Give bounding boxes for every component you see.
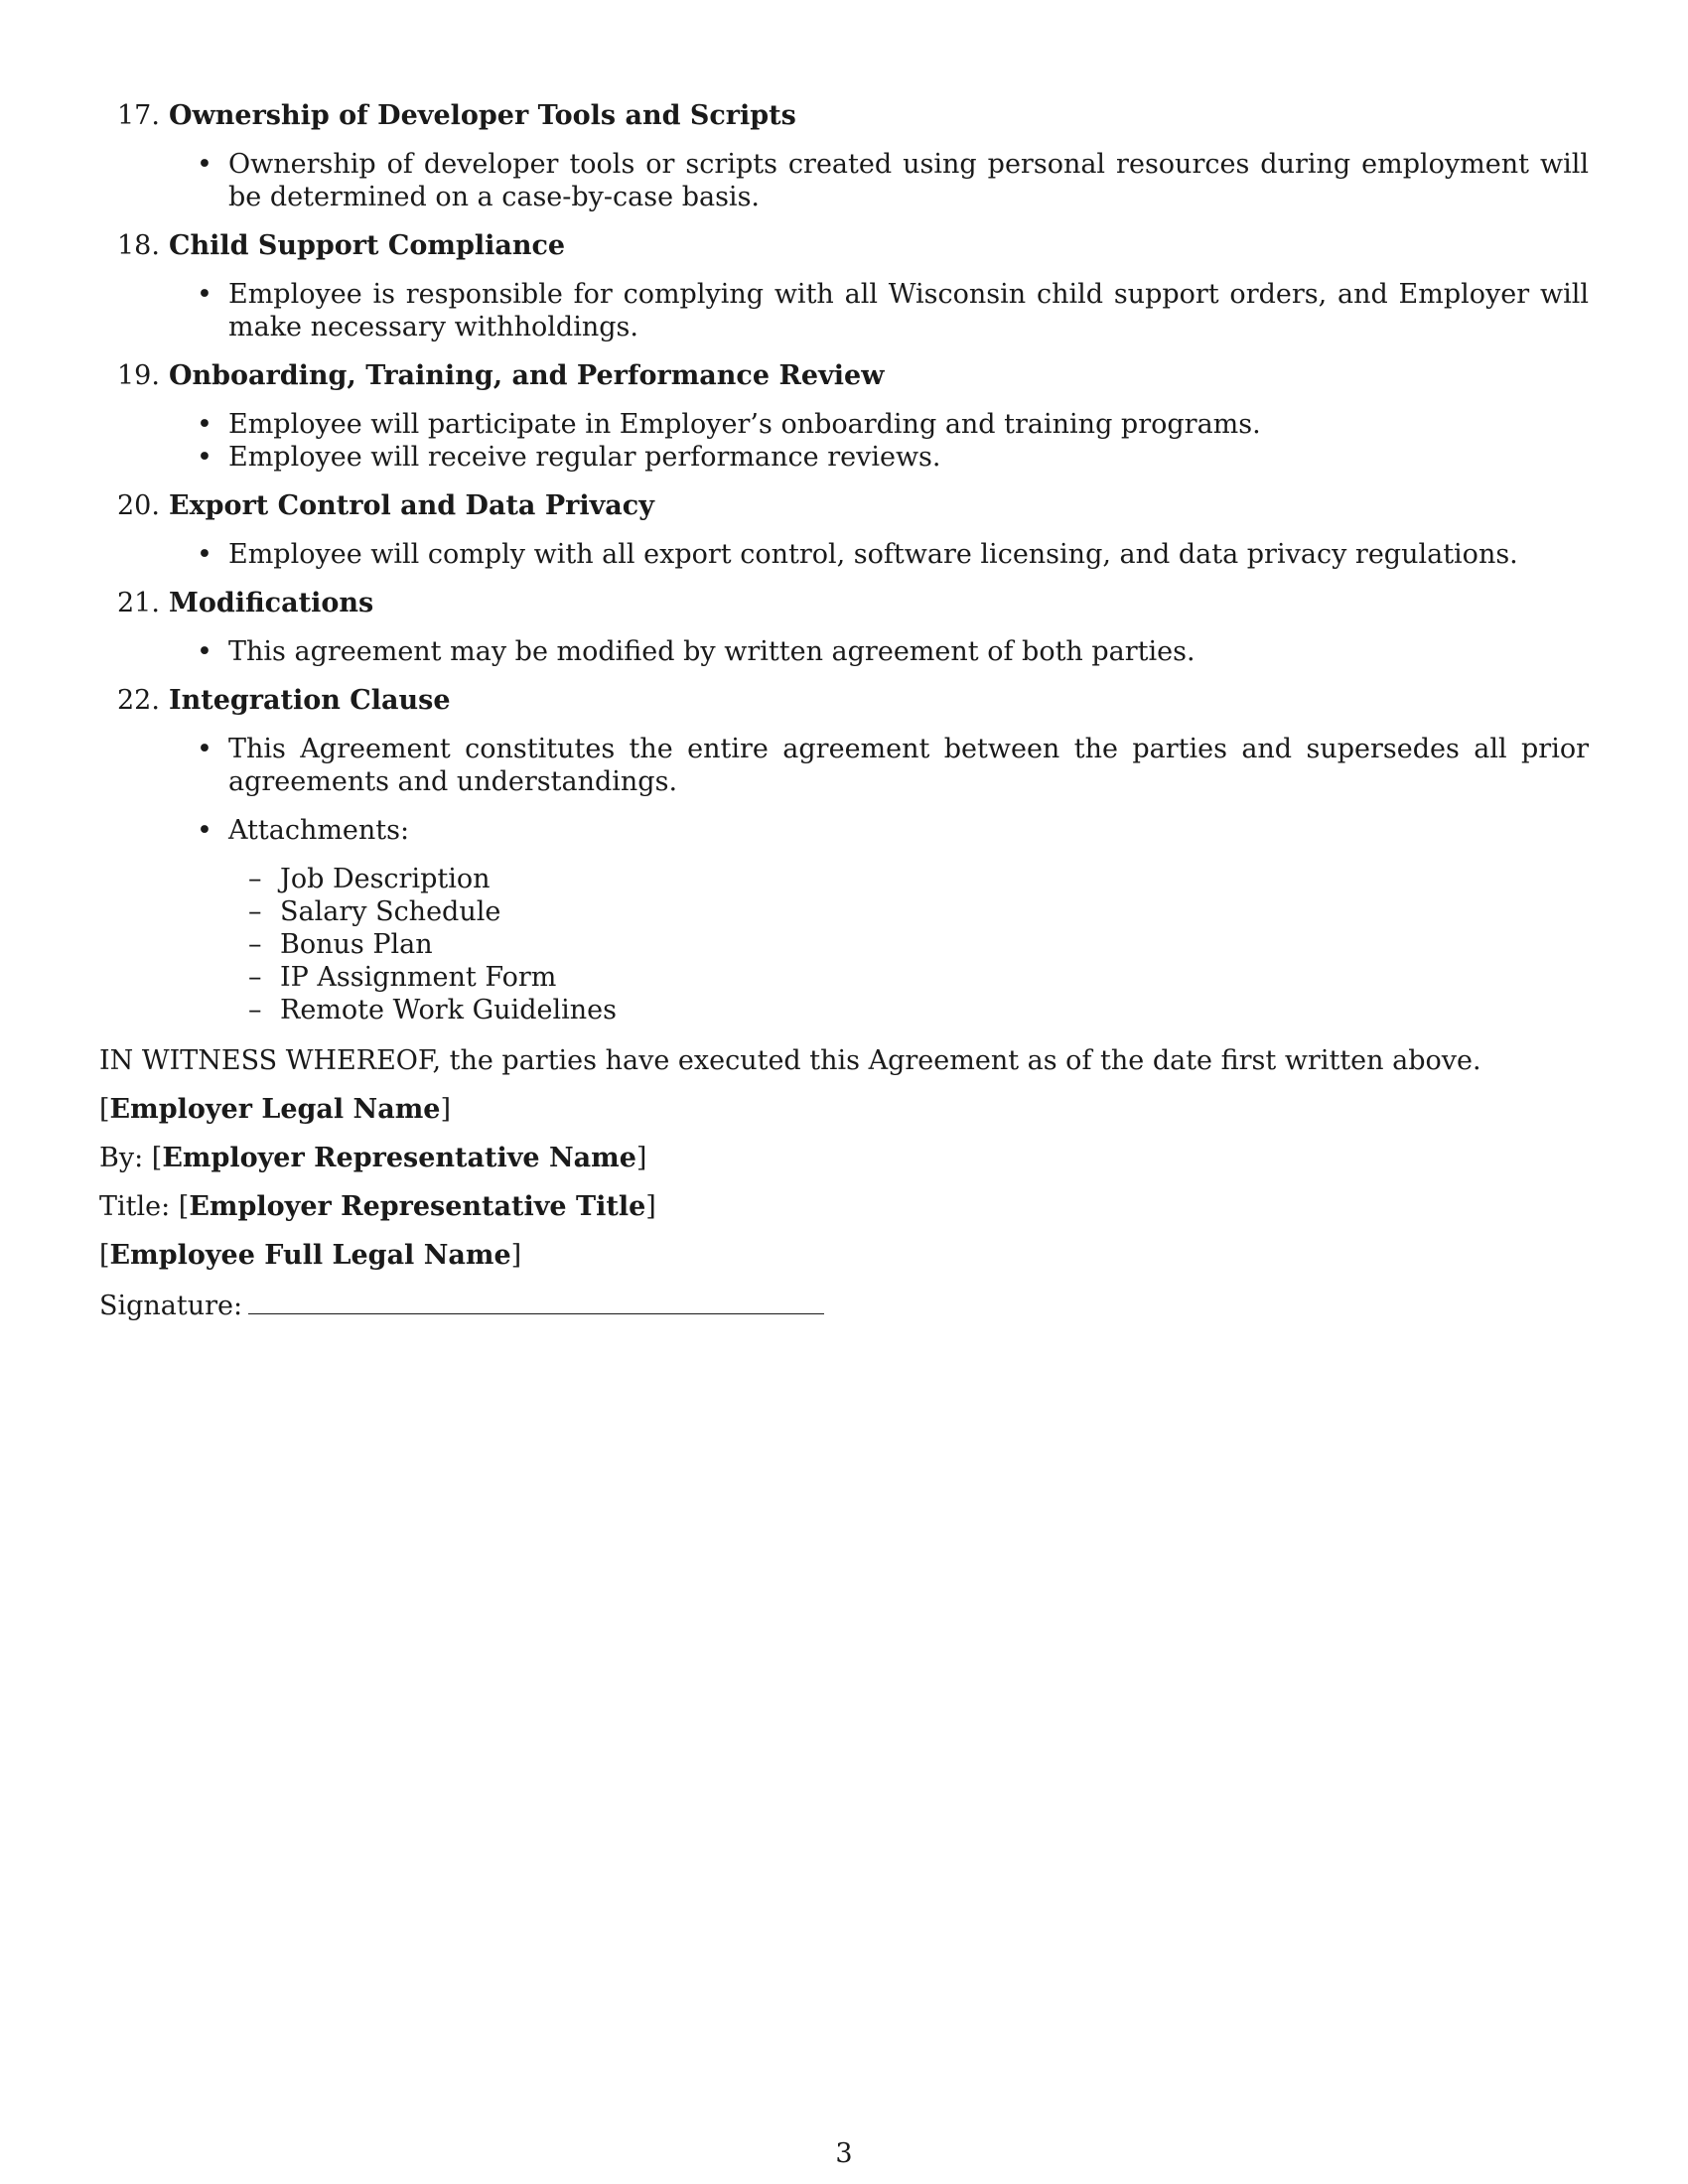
document-page — [99, 99, 1589, 1338]
bullet-dot-icon: • — [197, 734, 212, 764]
section-title: Modifications — [169, 588, 374, 618]
attachment-item: – Remote Work Guidelines — [248, 995, 617, 1025]
section-number: 17. — [117, 100, 160, 131]
bullet-item: • Employee is responsible for complying with all Wisconsin child support orders, and Employer will make necessary withholdings. — [197, 279, 1589, 342]
bullet-list — [169, 733, 1589, 1026]
attachment-item: – Bonus Plan — [248, 929, 433, 960]
bullet-dot-icon: • — [197, 442, 212, 473]
bullet-item: • This agreement may be modified by written agreement of both parties. — [197, 636, 1196, 667]
section-title: Child Support Compliance — [169, 230, 566, 261]
bullet-list — [169, 148, 1589, 213]
bullet-dot-icon: • — [197, 409, 212, 440]
dash-icon: – — [248, 995, 262, 1025]
section-number: 21. — [117, 588, 160, 618]
bullet-dot-icon: • — [197, 636, 212, 667]
bullet-item: • This Agreement constitutes the entire agreement between the parties and supersedes all prior agreements and understandings. — [197, 734, 1589, 797]
page-number: 3 — [835, 2138, 853, 2169]
section-22 — [99, 684, 1589, 1026]
employer-name-line: [Employer Legal Name] — [99, 1094, 451, 1125]
attachment-list — [228, 863, 1589, 1026]
section-number: 18. — [117, 230, 160, 261]
bullet-list — [169, 408, 1589, 474]
bullet-dot-icon: • — [197, 539, 212, 570]
dash-icon: – — [248, 929, 262, 960]
bullet-dot-icon: • — [197, 815, 212, 846]
bullet-item: • Employee will comply with all export control, software licensing, and data privacy regulations. — [197, 539, 1518, 570]
bullet-dot-icon: • — [197, 149, 212, 180]
representative-title-line: Title: [Employer Representative Title] — [99, 1191, 656, 1222]
bullet-item: • Employee will participate in Employer’s onboarding and training programs. — [197, 409, 1261, 440]
dash-icon: – — [248, 864, 262, 894]
section-20 — [99, 489, 1589, 571]
dash-icon: – — [248, 896, 262, 927]
section-19 — [99, 359, 1589, 474]
section-21 — [99, 587, 1589, 668]
attachment-item: – IP Assignment Form — [248, 962, 557, 993]
bullet-list — [169, 635, 1589, 668]
section-title: Ownership of Developer Tools and Scripts — [169, 100, 796, 131]
section-title: Export Control and Data Privacy — [169, 490, 654, 521]
section-title: Onboarding, Training, and Performance Review — [169, 360, 885, 391]
attachment-item: – Job Description — [248, 864, 491, 894]
signature-field[interactable] — [248, 1288, 824, 1314]
bullet-list — [169, 538, 1589, 571]
section-number: 20. — [117, 490, 160, 521]
bullet-item: • Ownership of developer tools or scripts created using personal resources during employment will be determined on a case-by-case basis. — [197, 149, 1589, 212]
signature-line: Signature: — [99, 1288, 1589, 1322]
section-title: Integration Clause — [169, 685, 451, 716]
employee-name-line: [Employee Full Legal Name] — [99, 1240, 522, 1271]
bullet-dot-icon: • — [197, 279, 212, 310]
section-list — [99, 99, 1589, 1026]
bullet-list — [169, 278, 1589, 343]
dash-icon: – — [248, 962, 262, 993]
bullet-item-attachments: • Attachments: – Job Description – Salary Schedule – Bonus Plan – IP Assignment Form – Remote Work Guidelines — [169, 814, 1589, 1026]
section-17 — [99, 99, 1589, 213]
section-18 — [99, 229, 1589, 343]
witness-statement: IN WITNESS WHEREOF, the parties have executed this Agreement as of the date first written above. — [99, 1045, 1481, 1076]
bullet-item: • Employee will receive regular performance reviews. — [197, 442, 941, 473]
representative-name-line: By: [Employer Representative Name] — [99, 1143, 647, 1173]
attachment-item: – Salary Schedule — [248, 896, 501, 927]
section-number: 22. — [117, 685, 160, 716]
section-number: 19. — [117, 360, 160, 391]
